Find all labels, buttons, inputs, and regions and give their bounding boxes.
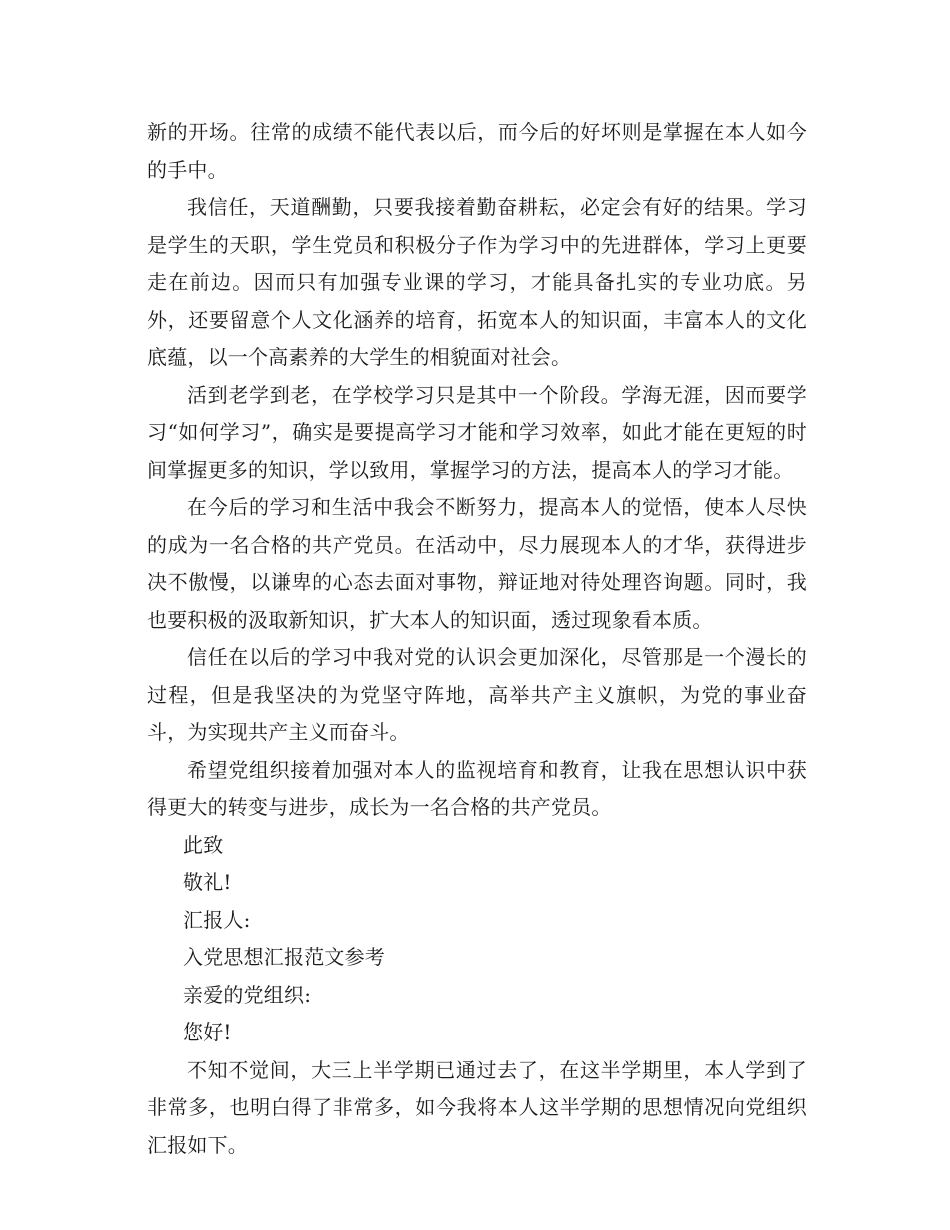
paragraph: 我信任，天道酬勤，只要我接着勤奋耕耘，必定会有好的结果。学习是学生的天职，学生党员和积极分子作为学习中的先进群体，学习上更要走在前边。因而只有加强专业课的学习，才能具备扎实的专业功底。另外，还要留意个人文化涵养的培育，拓宽本人的知识面，丰富本人的文化底蕴，以一个高素养的大学生的相貌面对社会。 xyxy=(147,195,807,369)
paragraph: 信任在以后的学习中我对党的认识会更加深化，尽管那是一个漫长的过程，但是我坚决的为党坚守阵地，高举共产主义旗帜，为党的事业奋斗，为实现共产主义而奋斗。 xyxy=(147,645,807,744)
paragraph: 希望党组织接着加强对本人的监视培育和教育，让我在思想认识中获得更大的转变与进步，成长为一名合格的共产党员。 xyxy=(147,757,807,819)
paragraph: 不知不觉间，大三上半学期已通过去了，在这半学期里，本人学到了非常多，也明白得了非常多，如今我将本人这半学期的思想情况向党组织汇报如下。 xyxy=(147,1057,807,1157)
greeting-line: 亲爱的党组织: xyxy=(183,982,312,1007)
salutation-line: 此致 xyxy=(183,832,224,857)
regards-line: 敬礼! xyxy=(183,870,232,894)
section-heading: 入党思想汇报范文参考 xyxy=(183,945,385,969)
paragraph-continuation: 新的开场。往常的成绩不能代表以后，而今后的好坏则是掌握在本人如今的手中。 xyxy=(147,120,807,182)
reporter-line: 汇报人: xyxy=(183,907,251,932)
hello-line: 您好! xyxy=(183,1020,232,1044)
paragraph: 活到老学到老，在学校学习只是其中一个阶段。学海无涯，因而要学习“如何学习”，确实是要提高学习才能和学习效率，如此才能在更短的时间掌握更多的知识，学以致用，掌握学习的方法，提高本人的学习才能。 xyxy=(147,382,807,482)
paragraph: 在今后的学习和生活中我会不断努力，提高本人的觉悟，使本人尽快的成为一名合格的共产党员。在活动中，尽力展现本人的才华，获得进步决不傲慢，以谦卑的心态去面对事物，辩证地对待处理咨询题。同时，我也要积极的汲取新知识，扩大本人的知识面，透过现象看本质。 xyxy=(147,495,807,632)
document-body xyxy=(147,114,807,1164)
